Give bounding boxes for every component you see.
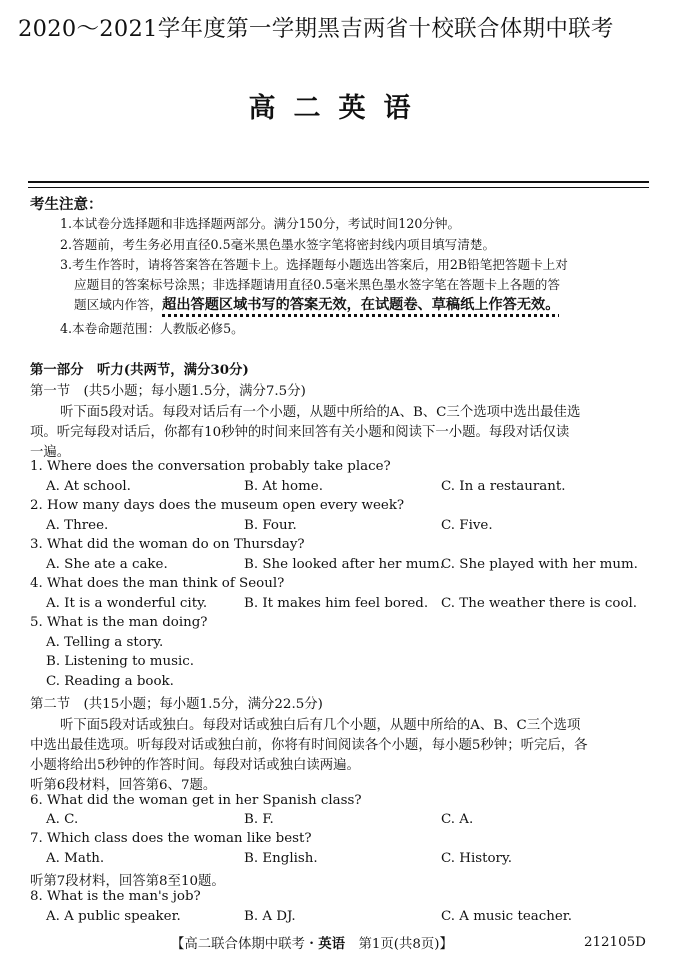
q3-option-c: C. She played with her mum.: [441, 557, 638, 572]
q5-option-c: C. Reading a book.: [46, 674, 174, 689]
section1-instruction-line2: 项。听完每段对话后，你都有10秒钟的时间来回答有关小题和阅读下一小题。每段对话仅读: [30, 425, 570, 440]
q6-option-b: B. F.: [244, 812, 274, 827]
question-1: 1. Where does the conversation probably take place?: [30, 459, 391, 474]
question-4: 4. What does the man think of Seoul?: [30, 576, 285, 591]
paper-code: 212105D: [584, 935, 646, 950]
q7-option-c: C. History.: [441, 851, 512, 866]
notice-item-3-tail: 题区域内作答，: [74, 297, 163, 312]
section2-instruction-line2: 中选出最佳选项。听每段对话或独白前，你将有时间阅读各个小题，每小题5秒钟；听完后，各: [30, 738, 588, 753]
q3-option-a: A. She ate a cake.: [46, 557, 168, 572]
q3-option-b: B. She looked after her mum.: [244, 557, 444, 572]
subject-title: 高二英语: [248, 93, 429, 124]
q2-option-b: B. Four.: [244, 518, 297, 533]
question-5: 5. What is the man doing?: [30, 615, 208, 630]
divider-thin: [28, 187, 649, 188]
q5-option-a: A. Telling a story.: [46, 635, 164, 650]
footer-subject: 英语: [318, 936, 346, 952]
q2-option-c: C. Five.: [441, 518, 493, 533]
section1-instruction-line3: 一遍。: [30, 445, 71, 460]
footer-page-info: 第1页(共8页)】: [345, 937, 453, 952]
notice-title: 考生注意：: [30, 196, 103, 213]
material-6-heading: 听第6段材料，回答第6、7题。: [30, 778, 217, 793]
q2-option-a: A. Three.: [46, 518, 109, 533]
q1-option-c: C. In a restaurant.: [441, 479, 566, 494]
section2-instruction-line1: 听下面5段对话或独白。每段对话或独白后有几个小题，从题中所给的A、B、C三个选项: [60, 718, 581, 733]
part1-title: 第一部分 听力(共两节，满分30分): [30, 362, 249, 378]
question-6: 6. What did the woman get in her Spanish class?: [30, 793, 362, 808]
q6-option-a: A. C.: [46, 812, 79, 827]
q1-option-b: B. At home.: [244, 479, 323, 494]
notice-item-3-cont2: [74, 294, 559, 314]
section1-title: 第一节 (共5小题；每小题1.5分，满分7.5分): [30, 384, 306, 399]
q7-option-a: A. Math.: [46, 851, 105, 866]
page-footer: [171, 933, 453, 952]
section2-title: 第二节 (共15小题；每小题1.5分，满分22.5分): [30, 697, 323, 712]
notice-emphasis: 超出答题区域书写的答案无效，在试题卷、草稿纸上作答无效。: [162, 297, 560, 313]
material-7-heading: 听第7段材料，回答第8至10题。: [30, 874, 225, 889]
q8-option-a: A. A public speaker.: [46, 909, 181, 924]
q6-option-c: C. A.: [441, 812, 474, 827]
question-2: 2. How many days does the museum open every week?: [30, 498, 405, 513]
q4-option-c: C. The weather there is cool.: [441, 596, 638, 611]
q7-option-b: B. English.: [244, 851, 318, 866]
divider-thick: [28, 181, 649, 183]
q8-option-b: B. A DJ.: [244, 909, 296, 924]
q1-option-a: A. At school.: [46, 479, 131, 494]
question-7: 7. Which class does the woman like best?: [30, 831, 312, 846]
q8-option-c: C. A music teacher.: [441, 909, 572, 924]
q5-option-b: B. Listening to music.: [46, 654, 194, 669]
q4-option-b: B. It makes him feel bored.: [244, 596, 429, 611]
notice-item-4: 4.本卷命题范围：人教版必修5。: [60, 321, 244, 336]
footer-prefix: 【高二联合体期中联考・: [171, 937, 319, 952]
exam-title: 2020～2021学年度第一学期黑吉两省十校联合体期中联考: [18, 16, 614, 42]
question-3: 3. What did the woman do on Thursday?: [30, 537, 305, 552]
question-8: 8. What is the man's job?: [30, 889, 201, 904]
notice-item-3: 3.考生作答时，请将答案答在答题卡上。选择题每小题选出答案后，用2B铅笔把答题卡上对: [60, 257, 568, 272]
q4-option-a: A. It is a wonderful city.: [46, 596, 208, 611]
section2-instruction-line3: 小题将给出5秒钟的作答时间。每段对话或独白读两遍。: [30, 758, 360, 773]
notice-item-1: 1.本试卷分选择题和非选择题两部分。满分150分，考试时间120分钟。: [60, 216, 461, 231]
section1-instruction-line1: 听下面5段对话。每段对话后有一个小题，从题中所给的A、B、C三个选项中选出最佳选: [60, 405, 581, 420]
notice-item-3-cont: 应题目的答案标号涂黑；非选择题请用直径0.5毫米黑色墨水签字笔在答题卡上各题的答: [74, 277, 560, 292]
notice-item-2: 2.答题前，考生务必用直径0.5毫米黑色墨水签字笔将密封线内项目填写清楚。: [60, 237, 496, 252]
